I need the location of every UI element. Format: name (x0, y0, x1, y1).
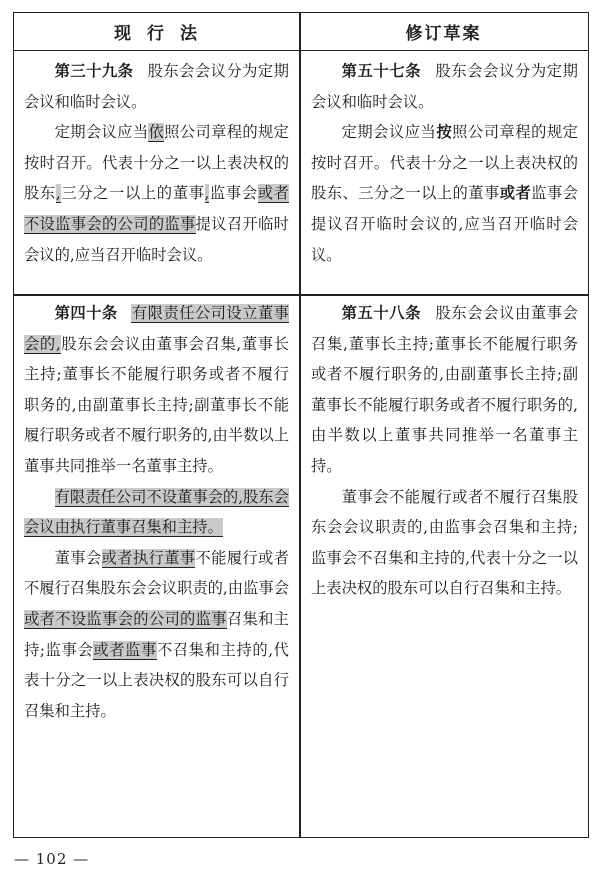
clause-text: 董事会 (54, 548, 102, 567)
clause-text: 股东会会议由董事会召集,董事长主持;董事长不能履行职务或者不履行职务的,由副董事长主持;副董事长不能履行职务或者不履行职务的,由半数以上董事共同推举一名董事主持。 (24, 334, 289, 475)
clause-text: 召集和主持;监事会 (24, 609, 289, 659)
deleted-text-highlight: , (55, 184, 61, 203)
clause-text: 不召集和主持的,代表十分之一以上表决权的股东可以自行召集和主持。 (24, 640, 289, 720)
clause-text: 董事会不能履行或者不履行召集股东会会议职责的,由监事会召集和主持;监事会不召集和主持的,代表十分之一以上表决权的股东可以自行召集和主持。 (311, 487, 578, 598)
clause-text: 股东会会议由董事会召集,董事长主持;董事长不能履行职务或者不履行职务的,由副董事长主持;副董事长不能履行职务或者不履行职务的,由半数以上董事共同推举一名董事主持。 (311, 304, 578, 475)
clause-paragraph (24, 117, 289, 270)
clause-text: 提议召开临时会议的,应当召开临时会议。 (24, 214, 289, 264)
header-char: 现 (114, 24, 133, 44)
deleted-text-highlight: 有限责任公司设立董事会的, (24, 304, 289, 353)
deleted-text-highlight: 或者不设监事会的公司的监事 (24, 609, 227, 628)
header-char: 法 (180, 24, 199, 44)
header-revised-draft: 修订草案 (405, 24, 482, 44)
deleted-text-highlight: 有限责任公司不设董事会的,股东会会议由执行董事召集和主持。 (24, 487, 289, 537)
clause-paragraph (24, 56, 289, 117)
clause-paragraph (24, 298, 289, 482)
clause-text: 定期会议应当 (341, 123, 437, 142)
clause-paragraph (311, 56, 578, 117)
article-number: 第三十九条 (54, 62, 134, 80)
clause-text: 定期会议应当 (54, 123, 149, 142)
article-number: 第五十八条 (341, 304, 422, 322)
clause-paragraph (311, 482, 578, 604)
clause-text: 股东会会议分为定期会议和临时会议。 (311, 62, 578, 111)
clause-text: 三分之一以上的董事 (60, 184, 205, 203)
article-number: 第四十条 (54, 304, 118, 322)
deleted-text-highlight: 或者不设监事会的公司的监事 (24, 184, 289, 233)
deleted-text-highlight: 或者执行董事 (101, 548, 196, 567)
clause-text: 照公司章程的规定按时召开。代表十分之一以上表决权的股东 (24, 123, 289, 203)
added-text-bold: 按 (436, 123, 453, 142)
deleted-text-highlight: 依 (148, 123, 165, 142)
deleted-text-highlight: , (204, 184, 210, 203)
row-1-revised-draft (301, 56, 588, 270)
clause-paragraph (24, 543, 289, 727)
clause-text: 不能履行或者不履行召集股东会会议职责的,由监事会 (24, 548, 289, 598)
clause-paragraph (24, 482, 289, 543)
clause-text: 股东会会议分为定期会议和临时会议。 (24, 62, 289, 111)
clause-text: 监事会提议召开临时会议的,应当召开临时会议。 (311, 184, 578, 264)
clause-text: 照公司章程的规定按时召开。代表十分之一以上表决权的股东、三分之一以上的董事 (311, 123, 578, 203)
row-2-revised-draft (301, 298, 588, 604)
clause-text: 监事会 (209, 184, 258, 203)
page-number: — 102 — (14, 850, 90, 868)
article-number: 第五十七条 (341, 62, 422, 80)
comparison-table (13, 12, 589, 838)
clause-paragraph (311, 117, 578, 270)
clause-paragraph (311, 298, 578, 482)
row-divider (14, 294, 588, 296)
deleted-text-highlight: 或者监事 (93, 640, 157, 659)
table-header-row (14, 13, 588, 51)
row-2-current-law (14, 298, 299, 726)
row-1-current-law (14, 56, 299, 270)
header-current-law (14, 13, 299, 50)
header-char: 行 (147, 24, 166, 44)
added-text-bold: 或者 (499, 184, 532, 203)
